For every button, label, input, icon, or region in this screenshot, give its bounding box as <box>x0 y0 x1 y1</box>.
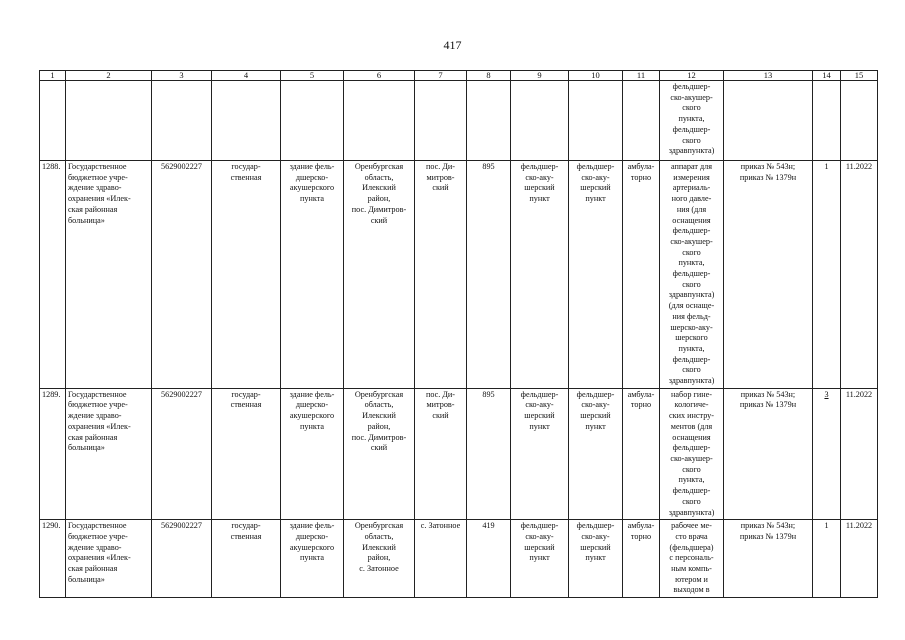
ownership-form: государ- ственная <box>212 520 281 598</box>
column-header: 4 <box>212 71 281 81</box>
inn <box>152 81 212 161</box>
settlement: пос. Ди- митров- ский <box>415 161 467 389</box>
quantity: 1 <box>813 520 841 598</box>
inn: 5629002227 <box>152 520 212 598</box>
column-header: 14 <box>813 71 841 81</box>
medical-unit: фельдшер- ско-аку- шерский пункт <box>511 520 569 598</box>
date: 11.2022 <box>841 388 878 519</box>
row-number: 1289. <box>40 388 66 519</box>
organization-name: Государственное бюджетное учре- ждение здраво- охранения «Илек- ская районная больница» <box>66 388 152 519</box>
order-reference: приказ № 543н; приказ № 1379н <box>724 520 813 598</box>
medical-unit: фельдшер- ско-аку- шерский пункт <box>511 388 569 519</box>
column-header: 6 <box>344 71 415 81</box>
row-number <box>40 81 66 161</box>
care-type <box>623 81 660 161</box>
building-type: здание фель- дшерско- акушерского пункта <box>281 161 344 389</box>
order-reference <box>724 81 813 161</box>
table-row <box>40 161 878 389</box>
address <box>344 81 415 161</box>
care-type: амбула- торно <box>623 161 660 389</box>
population: 895 <box>467 161 511 389</box>
equipment: аппарат для измерения артериаль- ного давле- ния (для оснащения фельдшер- ско-акушер- ского пункта, фельдшер- ского здравпункта) (для оснаще- ния фельд- шерско-аку- шерского пункта, фельдшер- ского здравпункта) <box>660 161 724 389</box>
date: 11.2022 <box>841 520 878 598</box>
header-row <box>40 71 878 81</box>
row-number: 1288. <box>40 161 66 389</box>
medical-unit <box>511 81 569 161</box>
address: Оренбургская область, Илекский район, с. Затонное <box>344 520 415 598</box>
row-number: 1290. <box>40 520 66 598</box>
column-header: 3 <box>152 71 212 81</box>
column-header: 1 <box>40 71 66 81</box>
column-header: 12 <box>660 71 724 81</box>
building-type: здание фель- дшерско- акушерского пункта <box>281 388 344 519</box>
organization-name: Государственное бюджетное учре- ждение здраво- охранения «Илек- ская районная больница» <box>66 161 152 389</box>
organization-name: Государственное бюджетное учре- ждение здраво- охранения «Илек- ская районная больница» <box>66 520 152 598</box>
address: Оренбургская область, Илекский район, пос. Димитров- ский <box>344 388 415 519</box>
column-header: 10 <box>569 71 623 81</box>
column-header: 13 <box>724 71 813 81</box>
organization-name <box>66 81 152 161</box>
date <box>841 81 878 161</box>
inn: 5629002227 <box>152 388 212 519</box>
settlement <box>415 81 467 161</box>
order-reference: приказ № 543н; приказ № 1379н <box>724 161 813 389</box>
page-number: 417 <box>443 38 462 52</box>
date: 11.2022 <box>841 161 878 389</box>
quantity: 3 <box>813 388 841 519</box>
equipment: фельдшер- ско-акушер- ского пункта, фельдшер- ского здравпункта) <box>660 81 724 161</box>
table-row <box>40 81 878 161</box>
quantity: 1 <box>813 161 841 389</box>
table-row <box>40 388 878 519</box>
column-header: 11 <box>623 71 660 81</box>
quantity <box>813 81 841 161</box>
ownership-form: государ- ственная <box>212 388 281 519</box>
column-header: 9 <box>511 71 569 81</box>
column-header: 8 <box>467 71 511 81</box>
subdivision: фельдшер- ско-аку- шерский пункт <box>569 161 623 389</box>
medical-unit: фельдшер- ско-аку- шерский пункт <box>511 161 569 389</box>
building-type: здание фель- дшерско- акушерского пункта <box>281 520 344 598</box>
building-type <box>281 81 344 161</box>
order-reference: приказ № 543н; приказ № 1379н <box>724 388 813 519</box>
care-type: амбула- торно <box>623 520 660 598</box>
care-type: амбула- торно <box>623 388 660 519</box>
population: 419 <box>467 520 511 598</box>
column-header: 5 <box>281 71 344 81</box>
column-header: 15 <box>841 71 878 81</box>
equipment: набор гине- кологиче- ских инстру- ментов (для оснащения фельдшер- ско-акушер- ского пункта, фельдшер- ского здравпункта) <box>660 388 724 519</box>
settlement: пос. Ди- митров- ский <box>415 388 467 519</box>
population <box>467 81 511 161</box>
table-row <box>40 520 878 598</box>
inn: 5629002227 <box>152 161 212 389</box>
subdivision <box>569 81 623 161</box>
column-header: 7 <box>415 71 467 81</box>
ownership-form: государ- ственная <box>212 161 281 389</box>
address: Оренбургская область, Илекский район, пос. Димитров- ский <box>344 161 415 389</box>
ownership-form <box>212 81 281 161</box>
column-header: 2 <box>66 71 152 81</box>
registry-table <box>39 70 878 598</box>
settlement: с. Затонное <box>415 520 467 598</box>
subdivision: фельдшер- ско-аку- шерский пункт <box>569 520 623 598</box>
equipment: рабочее ме- сто врача (фельдшера) с персональ- ным компь- ютером и выходом в <box>660 520 724 598</box>
subdivision: фельдшер- ско-аку- шерский пункт <box>569 388 623 519</box>
population: 895 <box>467 388 511 519</box>
